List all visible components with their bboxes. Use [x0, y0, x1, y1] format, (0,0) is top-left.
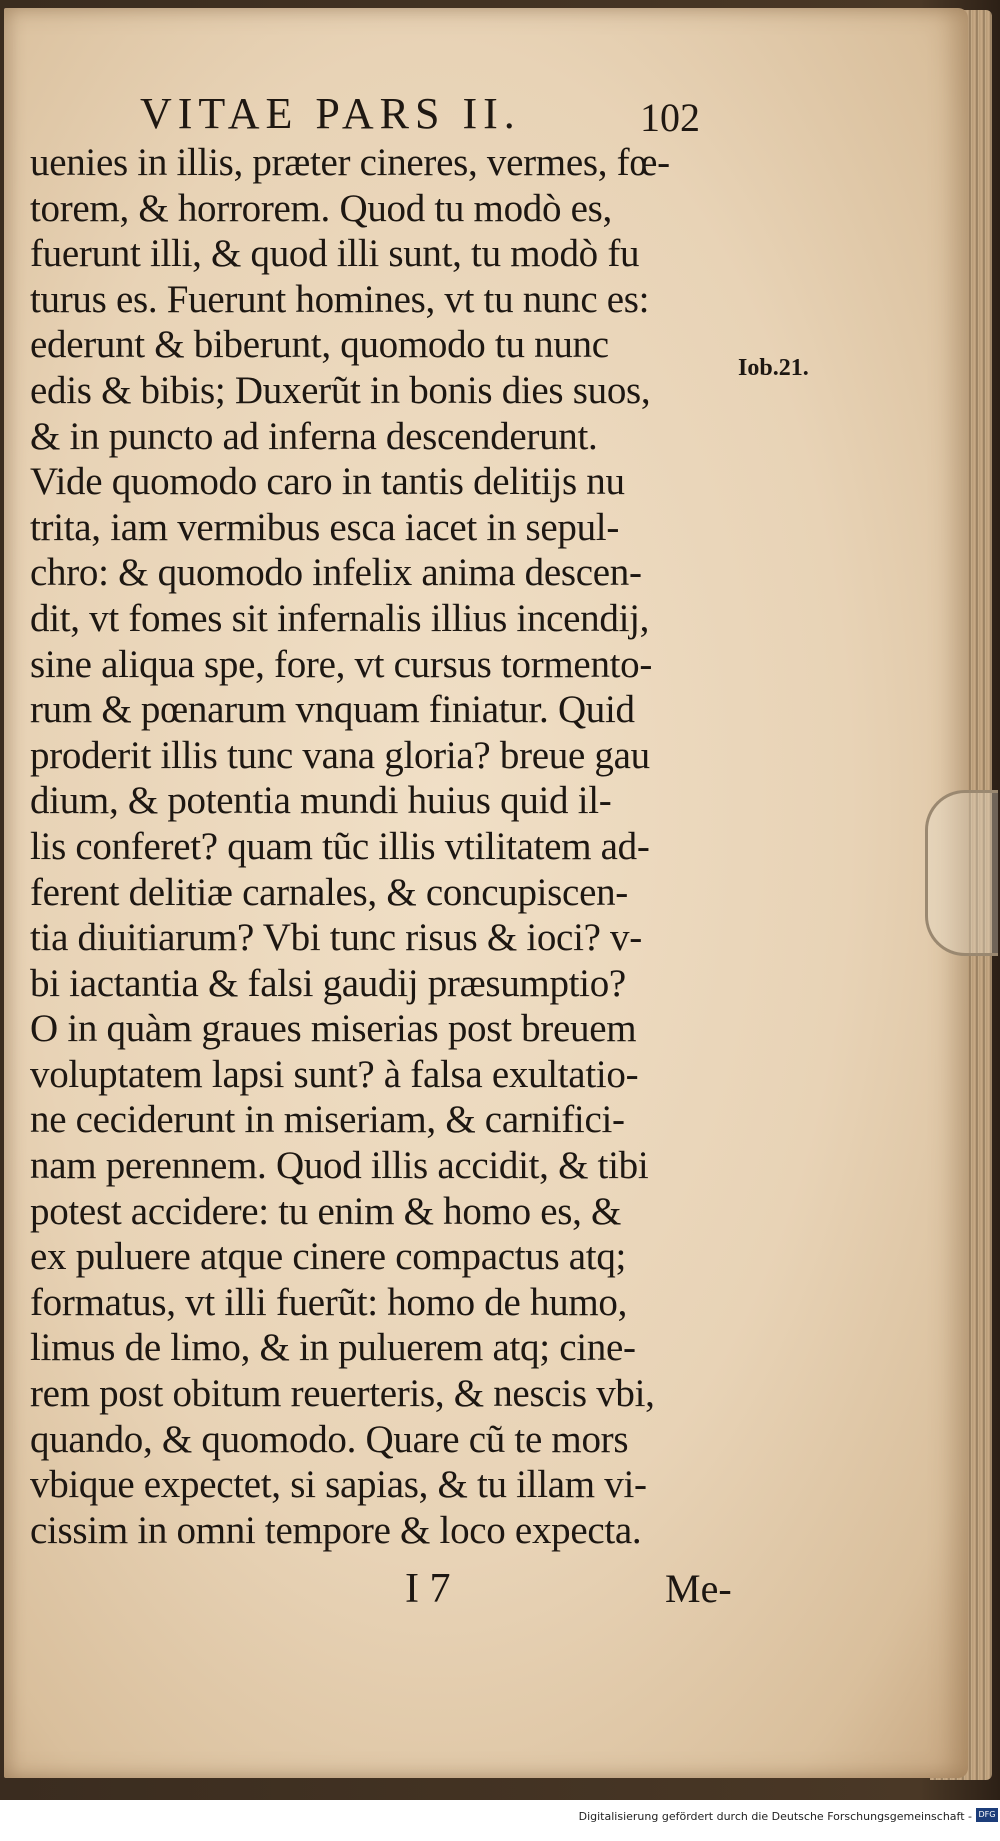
text-line: lis conferet? quam tũc illis vtilitatem ad-	[30, 824, 650, 868]
dfg-logo-icon: DFG	[976, 1808, 998, 1822]
text-line: formatus, vt illi fuerũt: homo de humo,	[30, 1280, 628, 1324]
text-line: sine aliqua spe, fore, vt cursus tormento-	[30, 642, 653, 686]
text-line: potest accidere: tu enim & homo es, &	[30, 1189, 622, 1233]
text-line: trita, iam vermibus esca iacet in sepul-	[30, 505, 620, 549]
text-line: quando, & quomodo. Quare cũ te mors	[30, 1417, 629, 1461]
text-line: rem post obitum reuerteris, & nescis vbi,	[30, 1372, 655, 1416]
body-text	[30, 140, 750, 1553]
text-line: edis & bibis; Duxerũt in bonis dies suos,	[30, 368, 651, 412]
text-line: & in puncto ad inferna descenderunt.	[30, 414, 598, 458]
digitization-credit: Digitalisierung gefördert durch die Deutsche Forschungsgemeinschaft -	[578, 1810, 972, 1823]
text-line: bi iactantia & falsi gaudij præsumptio?	[30, 961, 626, 1005]
catchword: Me-	[665, 1566, 732, 1611]
text-line: nam perennem. Quod illis accidit, & tibi	[30, 1144, 649, 1188]
page-number: 102	[640, 95, 700, 140]
text-line: limus de limo, & in puluerem atq; cine-	[30, 1326, 636, 1370]
text-line: turus es. Fuerunt homines, vt tu nunc es:	[30, 277, 650, 321]
text-line: uenies in illis, præter cineres, vermes, fœ-	[30, 141, 670, 184]
text-line: rum & pœnarum vnquam finiatur. Quid	[30, 688, 635, 732]
text-line: voluptatem lapsi sunt? à falsa exultatio-	[30, 1052, 639, 1096]
text-line: ne ceciderunt in miseriam, & carnifici-	[30, 1098, 625, 1142]
text-line: ederunt & biberunt, quomodo tu nunc	[30, 323, 609, 367]
text-line: torem, & horrorem. Quod tu modò es,	[30, 186, 612, 230]
marginal-note: Iob.21.	[738, 355, 809, 381]
text-line: dium, & potentia mundi huius quid il-	[30, 779, 612, 823]
text-line: vbique expectet, si sapias, & tu illam vi-	[30, 1463, 647, 1507]
text-line: Vide quomodo caro in tantis delitijs nu	[30, 460, 625, 504]
text-line: ferent delitiæ carnales, & concupiscen-	[30, 870, 628, 914]
text-line: cissim in omni tempore & loco expecta.	[30, 1508, 642, 1552]
text-line: tia diuitiarum? Vbi tunc risus & ioci? v-	[30, 916, 642, 960]
page-clip	[925, 790, 998, 956]
signature-mark: I 7	[405, 1566, 451, 1612]
text-line: chro: & quomodo infelix anima descen-	[30, 551, 642, 595]
text-line: ex puluere atque cinere compactus atq;	[30, 1235, 627, 1279]
running-title: VITAE PARS II.	[140, 89, 521, 138]
text-line: O in quàm graues miserias post breuem	[30, 1007, 637, 1051]
text-line: dit, vt fomes sit infernalis illius incendij,	[30, 596, 650, 640]
text-line: proderit illis tunc vana gloria? breue gau	[30, 733, 650, 777]
text-line: fuerunt illi, & quod illi sunt, tu modò fu	[30, 232, 640, 276]
